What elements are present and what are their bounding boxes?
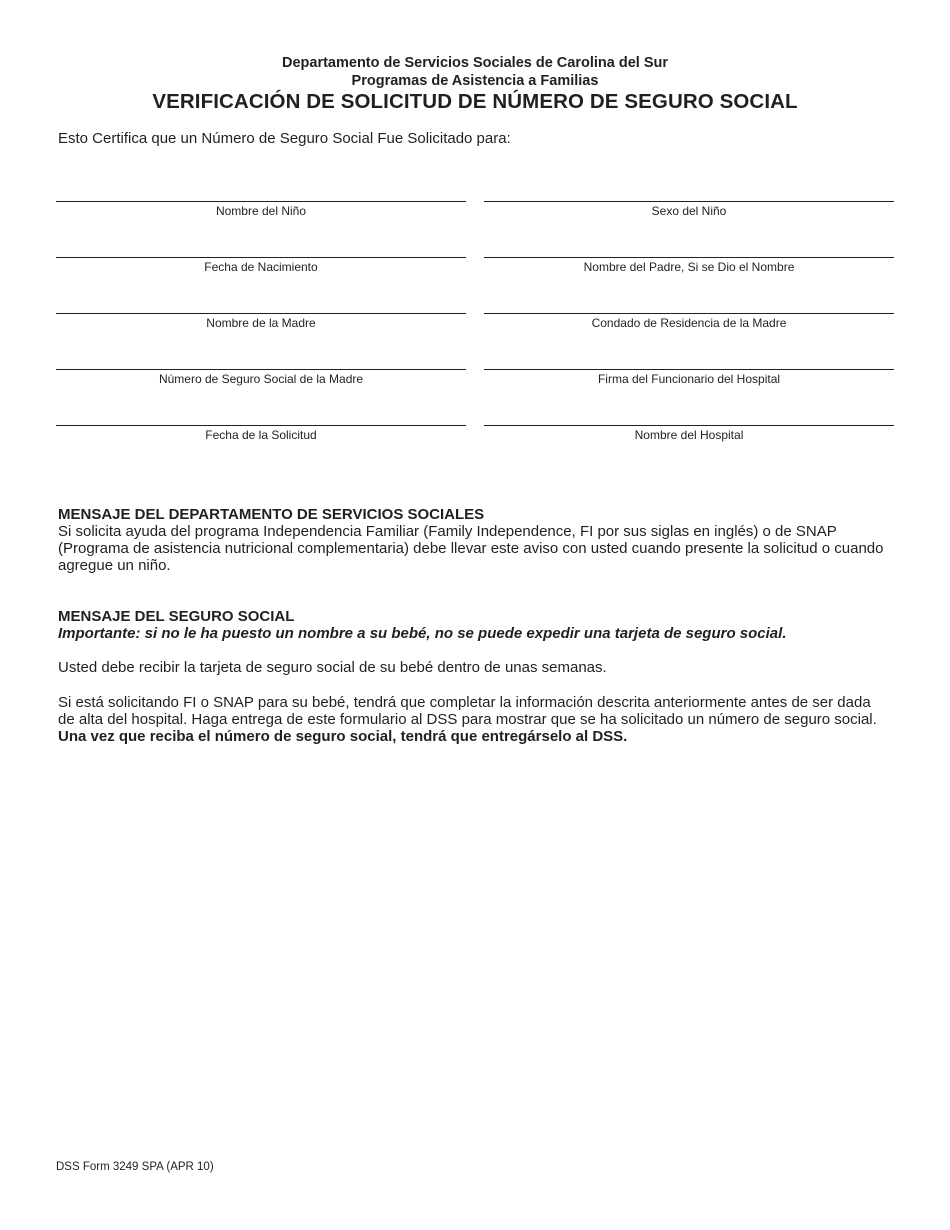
hospital-official-signature-field[interactable] (484, 369, 894, 386)
mother-name-field[interactable] (56, 313, 466, 330)
ss-message-heading: MENSAJE DEL SEGURO SOCIAL (58, 608, 295, 625)
ss-instructions-paragraph (58, 694, 888, 745)
mother-name-label: Nombre de la Madre (206, 316, 316, 330)
ss-instructions-bold-text: Una vez que reciba el número de seguro social, tendrá que entregárselo al DSS. (58, 728, 628, 745)
ss-instructions-text: Si está solicitando FI o SNAP para su bebé, tendrá que completar la información descrita anteriormente antes de ser dada de alta del hospital. Haga entrega de este formulario al DSS para mostrar que se ha solicitado un número de seguro social. (58, 694, 877, 728)
hospital-name-label: Nombre del Hospital (634, 428, 744, 442)
father-name-label: Nombre del Padre, Si se Dio el Nombre (583, 260, 795, 274)
application-date-label: Fecha de la Solicitud (205, 428, 317, 442)
certify-statement: Esto Certifica que un Número de Seguro Social Fue Solicitado para: (58, 130, 511, 147)
ss-important-notice: Importante: si no le ha puesto un nombre a su bebé, no se puede expedir una tarjeta de seguro social. (58, 625, 787, 642)
department-name: Departamento de Servicios Sociales de Carolina del Sur (282, 55, 668, 71)
mother-county-label: Condado de Residencia de la Madre (591, 316, 787, 330)
birth-date-field[interactable] (56, 257, 466, 274)
mother-county-field[interactable] (484, 313, 894, 330)
dss-message-body: Si solicita ayuda del programa Independencia Familiar (Family Independence, FI por sus siglas en inglés) o de SNAP (Programa de asistencia nutricional complementaria) debe llevar este aviso con usted cuando presente la solicitud o cuando agregue un niño. (58, 523, 884, 574)
father-name-field[interactable] (484, 257, 894, 274)
ss-card-timing-paragraph: Usted debe recibir la tarjeta de seguro social de su bebé dentro de unas semanas. (58, 659, 607, 676)
child-name-field[interactable] (56, 201, 466, 218)
form-id: DSS Form 3249 SPA (APR 10) (56, 1161, 214, 1173)
ss-message-section (58, 608, 888, 642)
dss-message-heading: MENSAJE DEL DEPARTAMENTO DE SERVICIOS SOCIALES (58, 506, 485, 523)
mother-ssn-label: Número de Seguro Social de la Madre (158, 372, 364, 386)
page-title: VERIFICACIÓN DE SOLICITUD DE NÚMERO DE SEGURO SOCIAL (152, 90, 798, 113)
hospital-official-signature-label: Firma del Funcionario del Hospital (597, 372, 781, 386)
mother-ssn-field[interactable] (56, 369, 466, 386)
birth-date-label: Fecha de Nacimiento (204, 260, 318, 274)
program-name: Programas de Asistencia a Familias (351, 73, 599, 89)
child-name-label: Nombre del Niño (215, 204, 307, 218)
child-sex-field[interactable] (484, 201, 894, 218)
dss-message-section (58, 506, 888, 574)
form-header (0, 54, 950, 114)
application-date-field[interactable] (56, 425, 466, 442)
child-sex-label: Sexo del Niño (651, 204, 727, 218)
hospital-name-field[interactable] (484, 425, 894, 442)
